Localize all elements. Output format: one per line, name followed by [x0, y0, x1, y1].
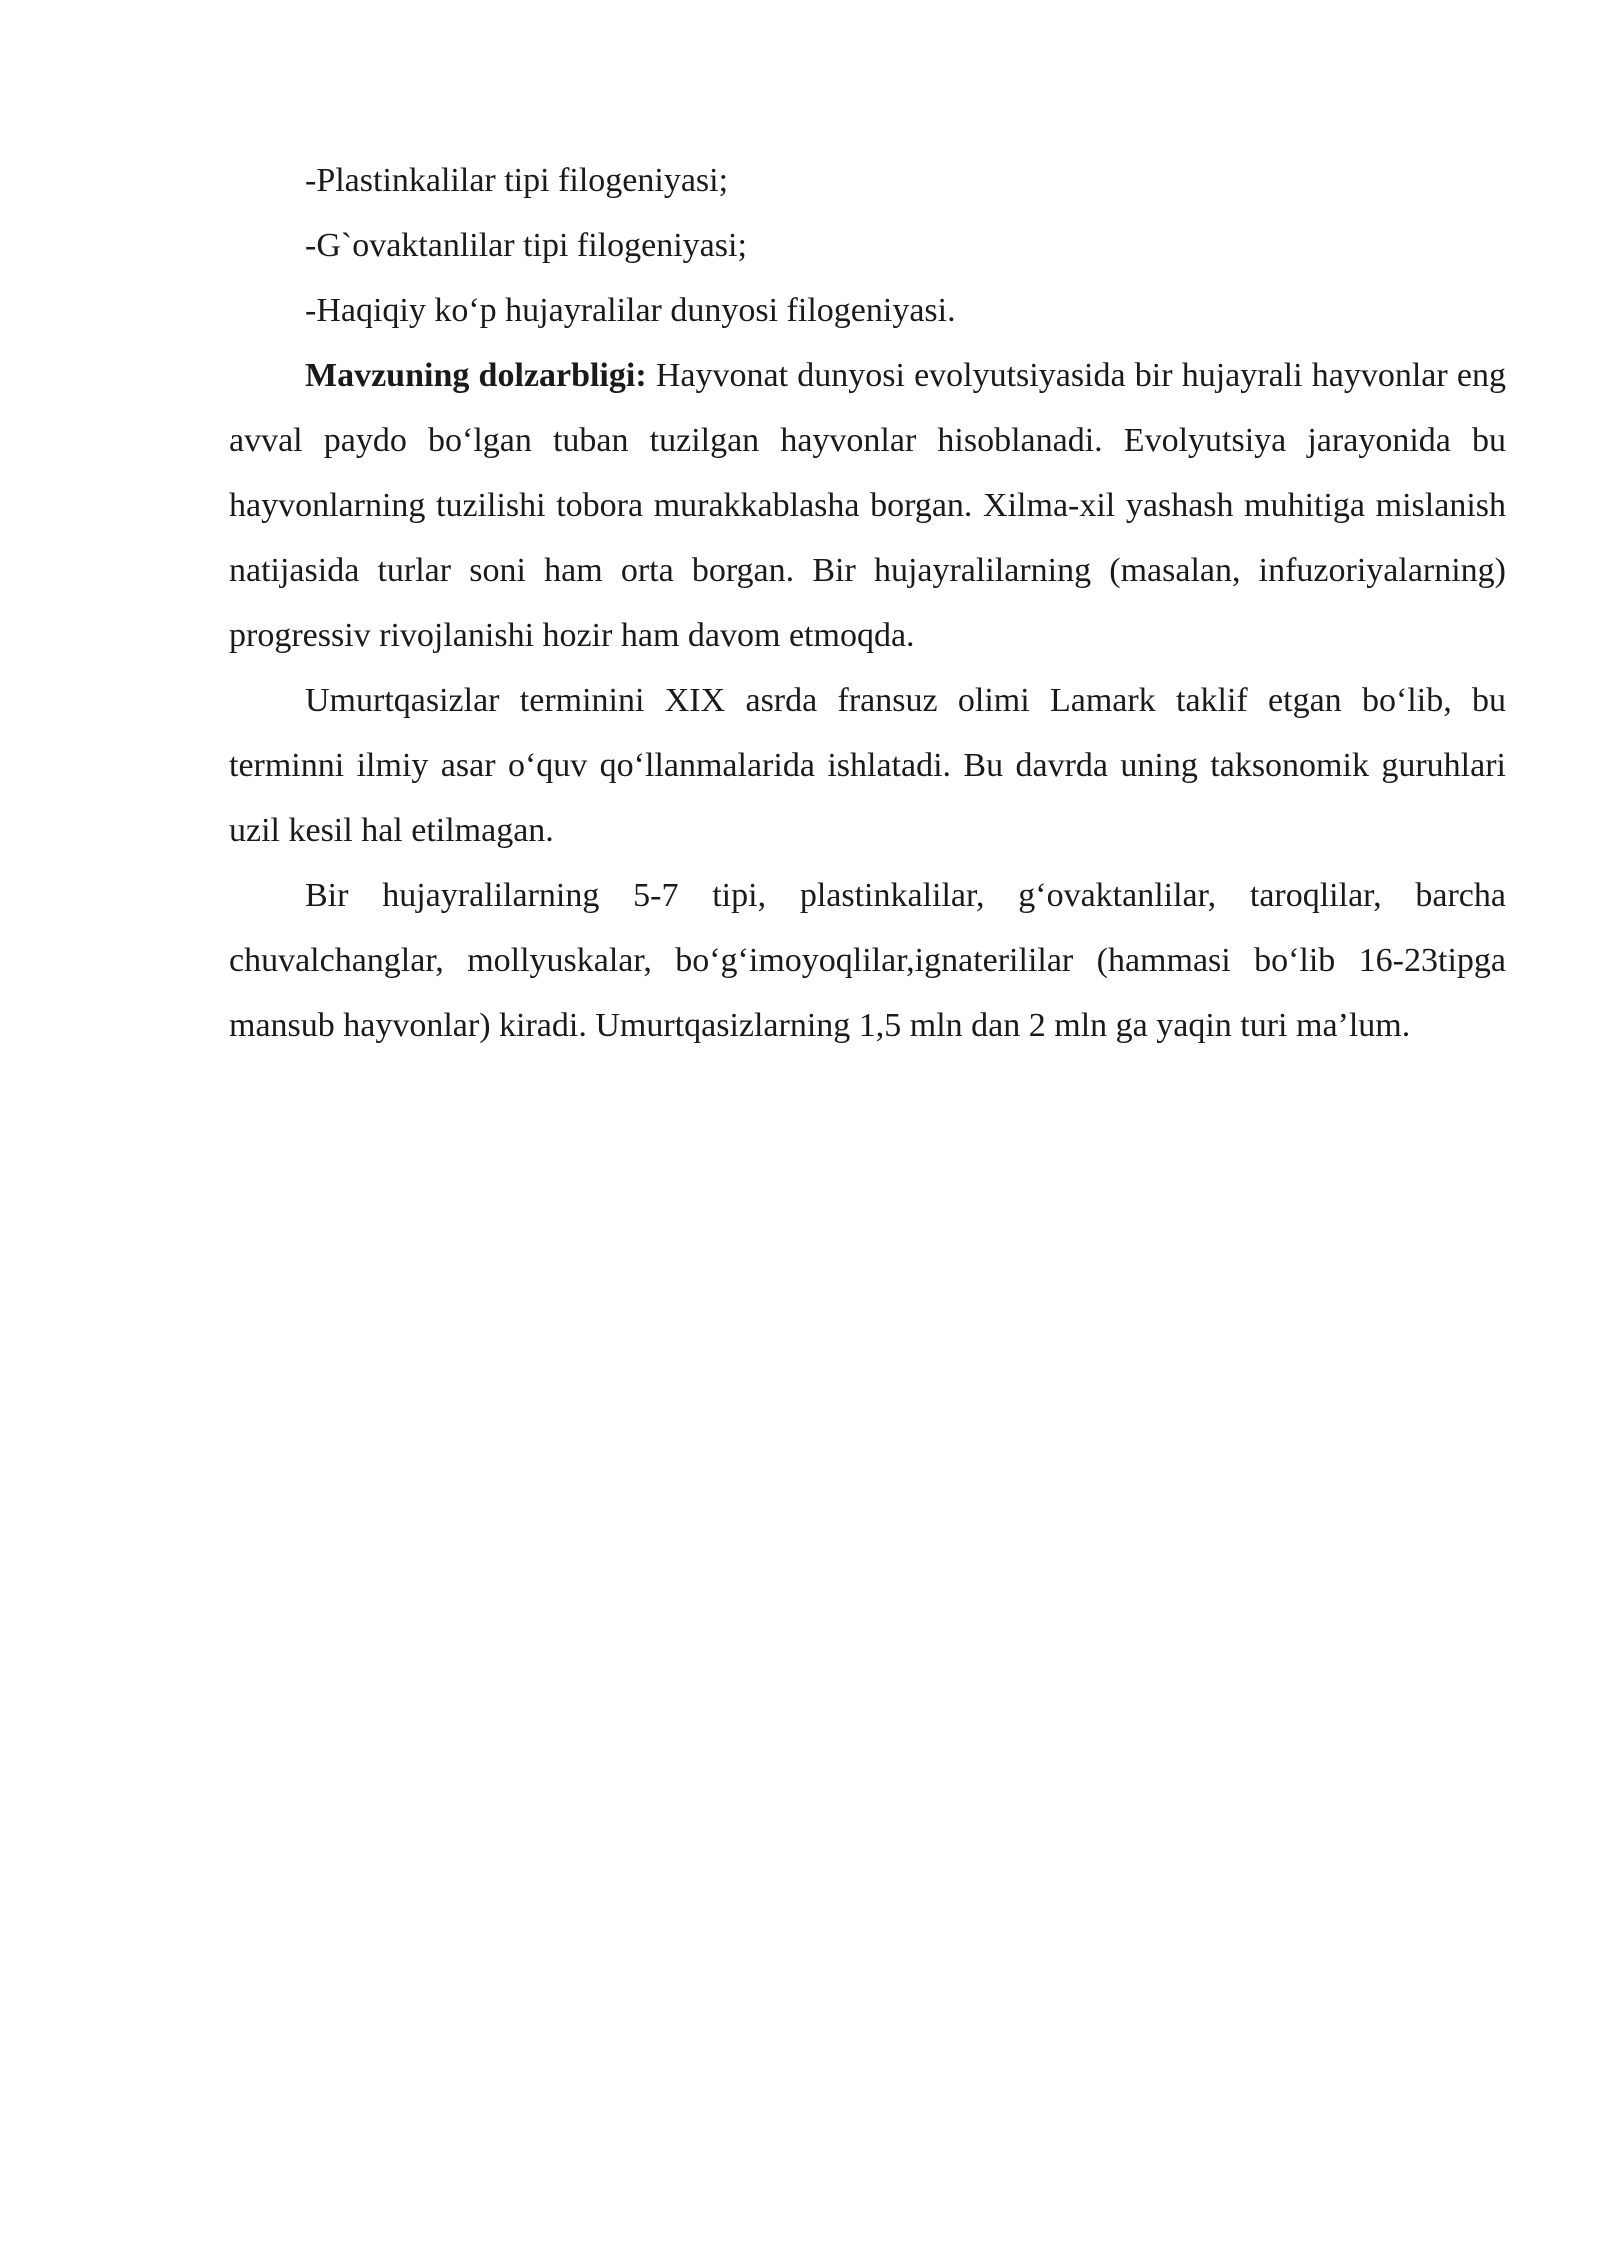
relevance-text: Hayvonat dunyosi evolyutsiyasida bir hujayrali hayvonlar eng avval paydo bo‘lgan tuban tuzilgan hayvonlar hisoblanadi. Evolyutsiya jarayonida bu hayvonlarning tuzilishi tobora murakkablasha borgan. Xilma-xil yashash muhitiga mislanish natijasida turlar soni ham orta borgan. Bir hujayralilarning (masalan, infuzoriyalarning) progressiv rivojlanishi hozir ham davom etmoqda.	[229, 357, 1506, 654]
list-item-haqiqiy: -Haqiqiy ko‘p hujayralilar dunyosi filogeniyasi.	[305, 292, 956, 329]
list-item-plastinkalilar: -Plastinkalilar tipi filogeniyasi;	[305, 162, 729, 199]
relevance-paragraph	[229, 343, 1506, 668]
list-item-govaktanlilar: -G`ovaktanlilar tipi filogeniyasi;	[305, 227, 747, 264]
types-paragraph: Bir hujayralilarning 5-7 tipi, plastinkalilar, g‘ovaktanlilar, taroqlilar, barcha chuvalchanglar, mollyuskalar, bo‘g‘imoyoqlilar,ignaterililar (hammasi bo‘lib 16-23tipga mansub hayvonlar) kiradi. Umurtqasizlarning 1,5 mln dan 2 mln ga yaqin turi ma’lum.	[229, 877, 1506, 1044]
relevance-heading: Mavzuning dolzarbligi:	[305, 357, 647, 394]
document-page	[229, 148, 1506, 1058]
lamark-paragraph: Umurtqasizlar terminini XIX asrda fransuz olimi Lamark taklif etgan bo‘lib, bu terminni ilmiy asar o‘quv qo‘llanmalarida ishlatadi. Bu davrda uning taksonomik guruhlari uzil kesil hal etilmagan.	[229, 682, 1506, 849]
